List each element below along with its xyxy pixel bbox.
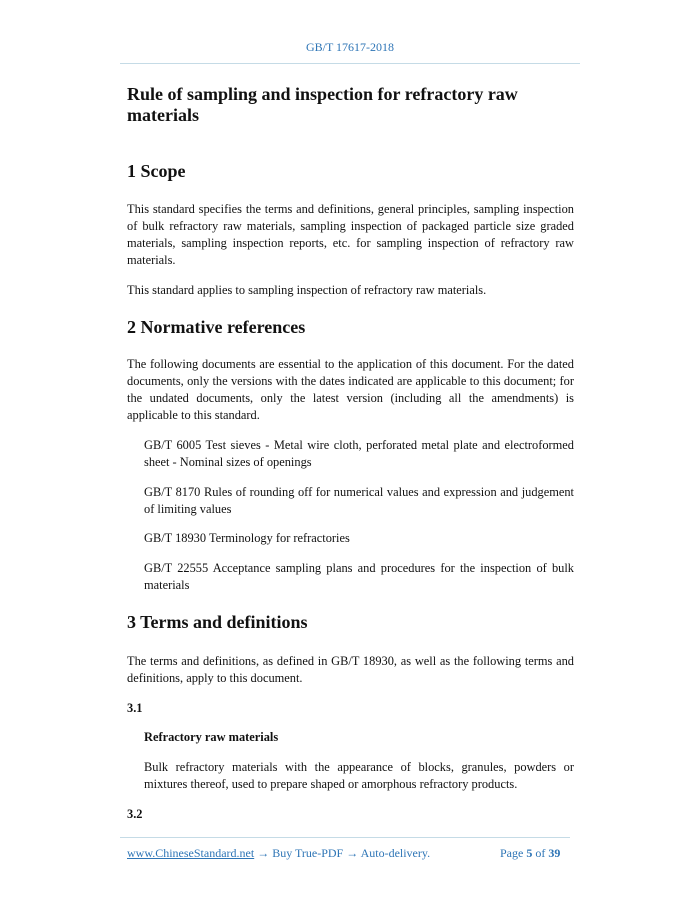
paragraph: The terms and definitions, as defined in GB/T 18930, as well as the following terms and definitions, apply to this document.: [127, 654, 574, 685]
reference-item: GB/T 18930 Terminology for refractories: [144, 531, 350, 545]
footer-rule: [120, 837, 570, 838]
reference-item: GB/T 6005 Test sieves - Metal wire cloth, perforated metal plate and electroformed sheet - Nominal sizes of openings: [144, 438, 574, 469]
of-label: of: [535, 846, 546, 860]
paragraph: This standard specifies the terms and definitions, general principles, sampling inspection of bulk refractory raw materials, sampling inspection of packaged particle size graded materials, sampling inspection reports, etc. for sampling inspection of refractory raw materials.: [127, 202, 574, 267]
reference-item: GB/T 22555 Acceptance sampling plans and procedures for the inspection of bulk materials: [144, 561, 574, 592]
page-label: Page: [500, 846, 524, 860]
footer-promo: [127, 846, 430, 861]
paragraph: The following documents are essential to the application of this document. For the dated documents, only the versions with the dates indicated are applicable to this document; for the undated documents, only the latest version (including all the amendments) is applicable to this standard.: [127, 357, 574, 422]
clause-number: 3.2: [127, 807, 143, 821]
header-standard-code: GB/T 17617-2018: [305, 40, 395, 54]
header-rule: [120, 63, 580, 64]
term: Refractory raw materials: [144, 730, 279, 744]
site-link[interactable]: www.ChineseStandard.net: [127, 846, 255, 860]
section-heading-scope: 1 Scope: [127, 161, 186, 181]
reference-item: GB/T 8170 Rules of rounding off for numerical values and expression and judgement of limiting values: [144, 485, 574, 516]
current-page: 5: [526, 846, 533, 860]
section-heading-normative-references: 2 Normative references: [127, 317, 306, 337]
definition: Bulk refractory materials with the appearance of blocks, granules, powders or mixtures thereof, used to prepare shaped or amorphous refractory products.: [144, 760, 574, 791]
footer-text: → Buy True-PDF → Auto-delivery.: [254, 846, 431, 860]
clause-number: 3.1: [127, 701, 143, 715]
document-title: Rule of sampling and inspection for refractory raw materials: [127, 84, 518, 125]
page-number: [500, 846, 560, 861]
paragraph: This standard applies to sampling inspection of refractory raw materials.: [127, 283, 487, 297]
section-heading-terms: 3 Terms and definitions: [127, 612, 308, 632]
total-pages: 39: [548, 846, 561, 860]
